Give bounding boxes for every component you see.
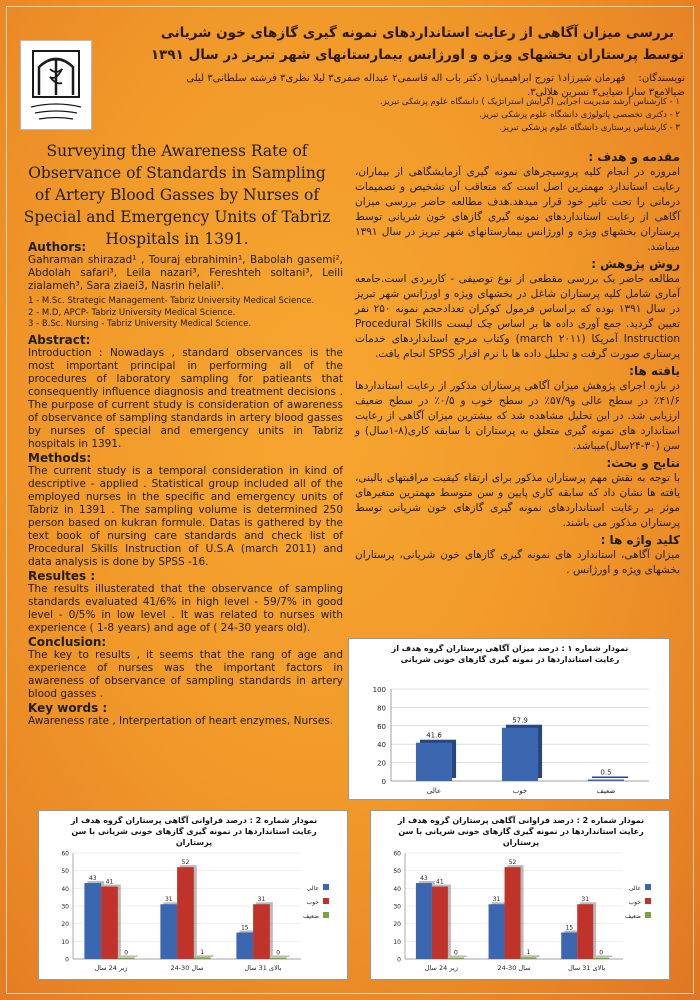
bar — [593, 958, 609, 960]
bar — [448, 958, 464, 960]
persian-findings-heading: یافته ها: — [629, 364, 680, 378]
persian-column — [355, 148, 680, 580]
english-affiliation: 1 - M.Sc. Strategic Management- Tabriz University Medical Science. — [28, 296, 315, 306]
bar — [160, 904, 177, 959]
data-label: 41 — [105, 878, 114, 886]
persian-intro-text: امروزه در انجام کلیه پروسیجرهای نمونه گیری آزمایشگاهی از بیماران، رعایت استاندارد مهمترین اصل است که متعاقب آن تشخیص و تصمیمات درمانی را تحت تاثیر خود قرار میدهد.هدف مطالعه حاضر بررسی میزان آگاهی از رعایت استانداردهای نمونه گیری گازهای خون شریانی توسط پرستاران بخشهای ویژه و اورژانس بیمارستانهای شهر تبریز در سال ۱۳۹۱ میباشد. — [355, 166, 680, 253]
data-label: 15 — [565, 924, 574, 932]
bar-shadow — [592, 777, 628, 779]
data-label: 43 — [88, 875, 97, 883]
bar — [270, 958, 287, 960]
y-tick-label: 30 — [393, 903, 401, 911]
x-tick-label: خوب — [512, 787, 528, 795]
english-column — [28, 240, 343, 728]
chart-plot — [349, 669, 669, 799]
legend-label: عالی — [306, 885, 319, 892]
data-label: 0 — [276, 949, 281, 957]
bar — [236, 933, 253, 960]
methods-heading: Methods: — [28, 450, 92, 465]
legend-swatch — [323, 884, 329, 890]
english-title: Surveying the Awareness Rate of Observance of Standards in Sampling of Artery Blood Gasses by Nurses of Special and Emergency Units of Tabriz Hospitals in 1391. — [23, 142, 331, 248]
legend-label: خوب — [628, 899, 641, 906]
results-heading: Resultes : — [28, 568, 96, 583]
data-label: 0 — [599, 949, 604, 957]
x-tick-label: زیر 24 سال — [94, 964, 128, 972]
abstract-heading: Abstract: — [28, 332, 91, 347]
bar — [118, 958, 135, 960]
x-tick-label: 24-30 سال — [497, 964, 531, 972]
data-label: 31 — [581, 896, 590, 904]
chart-title: نمودار شماره 2 : درصد فراوانی آگاهی پرستاران گروه هدف از رعایت استانداردها در نمونه گیری گازهای خونی شریانی با سن پرستاران — [397, 816, 645, 847]
persian-affiliation: ۱ - کارشناس ارشد مدیریت اجرایی (گرایش استراتژیک ) دانشگاه علوم پزشکی تبریز. — [379, 97, 680, 107]
english-affiliations — [28, 296, 343, 331]
x-tick-label: بالای 31 سال — [244, 964, 282, 972]
y-tick-label: 10 — [393, 938, 401, 946]
english-affiliation: 3 - B.Sc. Nursing - Tabriz University Medical Science. — [28, 319, 252, 329]
abstract-text: Introduction : Nowadays , standard observances is the most important principal in performing all of the procedures of laboratory sampling for patieants that consequently influence diagnosis and treatment decisions . The purpose of current study is consideration of awareness of observance of sampling standards in artery blood gasses by nurses of special and emergency units in Tabriz hospitals in 1391. — [28, 346, 343, 450]
data-label: 0 — [453, 949, 458, 957]
persian-affiliation: ۲ - دکتری تخصصی پاتولوژی دانشگاه علوم پزشکی تبریز. — [479, 110, 680, 120]
keywords-text: Awareness rate , Interpertation of heart enzymes, Nurses. — [28, 714, 334, 727]
conclusion-heading: Conclusion: — [28, 634, 107, 649]
data-label: 31 — [164, 896, 173, 904]
chart-awareness-level — [348, 638, 670, 800]
x-tick-label: زیر 24 سال — [424, 964, 458, 972]
x-tick-label: ضعیف — [596, 787, 616, 795]
chart-awareness-by-age — [38, 810, 348, 980]
bar — [577, 904, 593, 959]
y-tick-label: 60 — [377, 722, 386, 731]
data-label: 15 — [240, 924, 249, 932]
y-tick-label: 100 — [372, 686, 386, 694]
chart-awareness-by-age-duplicate — [370, 810, 670, 980]
persian-affiliations — [300, 96, 680, 135]
legend-swatch — [645, 898, 651, 904]
methods-text: The current study is a temporal consideration in kind of descriptive - applied . Statistical group included all of the employed nurses in the specific and emergency units of Tabriz in 1391 . The sampling volume is determined 250 person based on kukran formule. Datas is gathered by the text book of nursing care standards and check list of Procedural Skills Instruction of U.S.A (march 2011) and data analysis is done by SPSS -16. — [28, 464, 343, 568]
y-tick-label: 20 — [377, 759, 386, 768]
persian-authors-label: نویسندگان: — [638, 73, 685, 84]
legend-swatch — [645, 912, 651, 918]
legend-label: ضعیف — [624, 913, 641, 920]
persian-findings-text: در بازه اجرای پژوهش میزان آگاهی پرستاران مذکور از رعایت استانداردها ۴۱/۶٪ در سطح عالی و۵۷/۹٪ در سطح خوب و ۰/۵٪ در سطح ضعیف ارزیابی شد. در این تحلیل مشاهده شد که بیشترین میزان آگاهی از رعایت استاندارد های نمونه گیری متعلق به پرستاران با سابقه کاری(۸-۱سال) و سن (۳۰-۲۴سال)میباشد. — [355, 380, 680, 452]
university-logo — [20, 40, 92, 130]
chart-plot — [371, 841, 669, 979]
y-tick-label: 50 — [61, 868, 69, 876]
persian-method-text: مطالعه حاضر یک بررسی مقطعی از نوع توصیفی - کاربردی است.جامعه آماری شامل کلیه پرستاران شاغل در بخشهای ویژه و اورژانس شهر تبریز در سال ۱۳۹۱ بوده که براساس فرمول کوکران تعدادحجم نمونه ۲۵۰ نفر تعیین گردید. جمع آوری داده ها بر اساس چک لیست Procedural Skills Instruction آمریکا (march ۲۰۱۱) وکتاب مرجع استانداردهای خدمات پرستاری صورت گرفت و تحلیل داده ها با نرم افزار SPSS انجام یافت. — [355, 273, 681, 360]
data-label: 43 — [420, 875, 428, 883]
x-tick-label: 24-30 سال — [170, 964, 204, 972]
bar — [416, 883, 432, 959]
persian-conclusion-text: با توجه به نقش مهم پرستاران مذکور برای ارتقاء کیفیت مراقبتهای بالینی، یافته ها نشان داد که سابقه کاری پایین و سن متوسط مهمترین متغیرهای موثر بر رعایت استانداردهای نمونه گیری گازهای خون شریانی توسط پرستاران مذکور می باشند. — [355, 472, 680, 529]
y-tick-label: 50 — [393, 868, 401, 876]
authors-heading: Authors: — [28, 240, 87, 254]
chart-plot — [39, 841, 347, 979]
y-tick-label: 60 — [393, 850, 401, 858]
persian-affiliation: ۳ - کارشناس پرستاری دانشگاه علوم پزشکی تبریز. — [499, 123, 680, 133]
data-label: 57.9 — [512, 716, 528, 725]
y-tick-label: 20 — [393, 921, 401, 929]
data-label: 31 — [257, 896, 266, 904]
legend-label: عالی — [628, 885, 641, 892]
data-label: 1 — [200, 949, 205, 957]
bar — [505, 867, 521, 959]
bar — [194, 957, 211, 959]
y-tick-label: 30 — [61, 903, 69, 911]
data-label: 1 — [526, 949, 531, 957]
bar — [489, 904, 505, 959]
y-tick-label: 40 — [393, 885, 401, 893]
legend-label: ضعیف — [302, 913, 319, 920]
authors-text: Gahraman shirazad¹ , Touraj ebrahimin¹, Babolah gasemi², Abdolah safari³, Leila nazari³, Fereshteh soltani³, Leili zialameh³, Sara ziaei3, Nasrin helali³. — [28, 254, 343, 292]
chart-title: نمودار شماره 2 : درصد فراوانی آگاهی پرستاران گروه هدف از رعایت استانداردها در نمونه گیری گازهای خونی شریانی با سن پرستاران — [70, 816, 318, 847]
bar — [521, 957, 537, 959]
x-tick-label: بالای 31 سال — [568, 964, 606, 972]
y-tick-label: 0 — [397, 956, 401, 964]
y-tick-label: 10 — [61, 938, 69, 946]
data-label: 41 — [436, 878, 444, 886]
data-label: 31 — [492, 896, 501, 904]
y-tick-label: 40 — [61, 885, 69, 893]
conclusion-text: The key to results , it seems that the rang of age and experience of nurses was the important factors in awareness of observance of sampling standards in artery blood gasses . — [28, 648, 343, 700]
results-text: The results illusterated that the observance of sampling standards evaluated 41/6% in high level - 59/7% in good level - 0/5% in low level . It was related to nurses with experience ( 1-8 years) and age of ( 24-30 years old). — [28, 582, 343, 634]
persian-title: بررسی میزان آگاهی از رعایت استانداردهای نمونه گیری گازهای خون شریانی توسط پرستاران بخشهای ویژه و اورژانس بیمارستانهای شهر تبریز در سال ۱۳۹۱ — [150, 25, 685, 63]
y-tick-label: 0 — [65, 956, 69, 964]
y-tick-label: 20 — [61, 921, 69, 929]
y-tick-label: 60 — [61, 850, 69, 858]
y-tick-label: 0 — [381, 778, 386, 786]
persian-method-heading: روش پژوهش : — [591, 257, 680, 271]
chart-title: نمودار شماره ۱ : درصد میزان آگاهی پرستاران گروه هدف از رعایت استانداردها در نمونه گیری گازهای خونی شریانی — [391, 644, 629, 664]
bar — [561, 933, 577, 960]
bar — [588, 780, 624, 782]
data-label: 0 — [124, 949, 129, 957]
bar — [502, 728, 538, 781]
data-label: 52 — [181, 859, 190, 867]
legend-label: خوب — [306, 899, 319, 906]
bar — [253, 904, 270, 959]
persian-authors-list: قهرمان شیرزاد۱ تورج ابراهیمیان۱ دکتر باب اله قاسمی۲ عبداله صفری۳ لیلا نظری۳ فرشته سلطانی۳ لیلی ضیالامع۳ سارا ضیایی۳ نسرین هلالی۳. — [186, 73, 685, 98]
legend-swatch — [323, 898, 329, 904]
data-label: 0.5 — [600, 768, 612, 777]
bar — [84, 883, 101, 959]
data-label: 52 — [508, 859, 517, 867]
legend-swatch — [323, 912, 329, 918]
keywords-heading: Key words : — [28, 700, 108, 715]
x-tick-label: عالی — [426, 787, 442, 795]
bar — [416, 743, 452, 781]
y-tick-label: 40 — [377, 741, 386, 750]
bar — [432, 887, 448, 959]
english-affiliation: 2 - M.D, APCP- Tabriz University Medical Science. — [28, 307, 236, 318]
persian-intro-heading: مقدمه و هدف : — [588, 150, 680, 164]
persian-keywords-heading: کلید واژه ها : — [600, 533, 680, 547]
persian-keywords-text: میزان آگاهی، استاندارد های نمونه گیری گازهای خون شریانی، پرستاران بخشهای ویژه و اورژانس . — [355, 549, 680, 576]
y-tick-label: 80 — [377, 704, 386, 713]
persian-conclusion-heading: نتایج و بحث: — [606, 456, 680, 470]
bar — [101, 887, 118, 959]
data-label: 41.6 — [426, 731, 442, 740]
bar — [177, 867, 194, 959]
legend-swatch — [645, 884, 651, 890]
